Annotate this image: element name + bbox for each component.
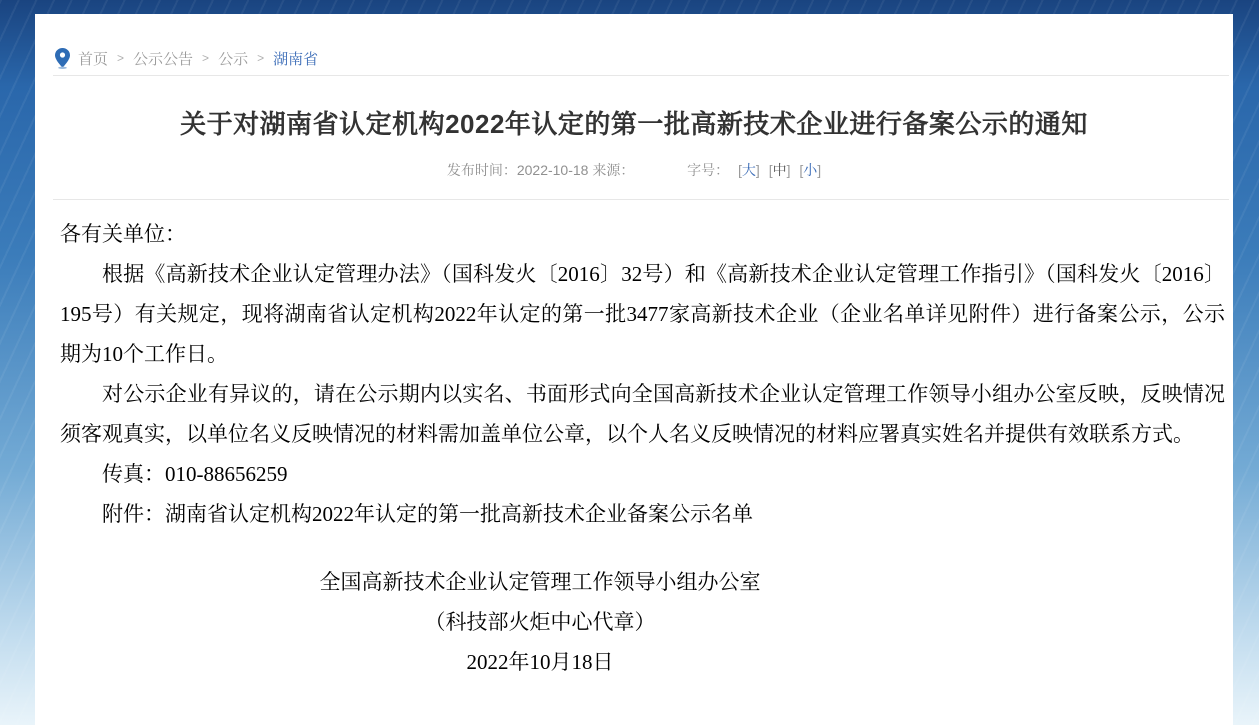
font-size-label: 字号： (687, 162, 730, 178)
breadcrumb-item-announcements[interactable]: 公示公告 (133, 50, 194, 68)
breadcrumb-separator: > (257, 51, 265, 65)
attachment-line[interactable]: 附件：湖南省认定机构2022年认定的第一批高新技术企业备案公示名单 (102, 502, 753, 526)
font-size-small-button[interactable] (799, 162, 821, 178)
breadcrumb-separator: > (117, 51, 125, 65)
signature-block (60, 562, 1020, 682)
font-size-medium-button[interactable] (769, 162, 791, 178)
signature-seal-note: （科技部火炬中心代章） (424, 610, 656, 634)
bracket: [ (799, 162, 804, 178)
breadcrumb (35, 14, 1233, 75)
page-title: 关于对湖南省认定机构2022年认定的第一批高新技术企业进行备案公示的通知 (180, 109, 1088, 139)
article-meta (35, 160, 1233, 180)
content-page (35, 14, 1233, 725)
bracket: ] (786, 162, 791, 178)
breadcrumb-divider (53, 75, 1229, 76)
fax-line: 传真：010-88656259 (102, 462, 288, 486)
signature-organization: 全国高新技术企业认定管理工作领导小组办公室 (319, 570, 761, 594)
source-label: 来源： (592, 162, 635, 178)
breadcrumb-separator: > (202, 51, 210, 65)
font-size-small-label: 小 (803, 162, 818, 178)
article-body (35, 200, 1233, 682)
body-paragraph: 对公示企业有异议的，请在公示期内以实名、书面形式向全国高新技术企业认定管理工作领导小组办公室反映，反映情况须客观真实，以单位名义反映情况的材料需加盖单位公章，以个人名义反映情况的材料应署真实姓名并提供有效联系方式。 (60, 382, 1225, 446)
signature-date: 2022年10月18日 (466, 650, 614, 674)
bracket: [ (738, 162, 742, 178)
bracket: ] (755, 162, 760, 178)
publish-time-value: 2022-10-18 (516, 162, 589, 178)
breadcrumb-item-home[interactable]: 首页 (78, 50, 109, 68)
salutation-line: 各有关单位： (60, 222, 186, 246)
body-paragraph: 根据《高新技术企业认定管理办法》（国科发火〔2016〕32号）和《高新技术企业认定管理工作指引》（国科发火〔2016〕195号）有关规定，现将湖南省认定机构2022年认定的第一批3477家高新技术企业（企业名单详见附件）进行备案公示，公示期为10个工作日。 (60, 262, 1225, 366)
font-size-large-label: 大 (741, 162, 756, 178)
location-pin-icon (55, 48, 70, 69)
font-size-large-button[interactable] (738, 162, 760, 178)
bracket: ] (817, 162, 822, 178)
publish-time-label: 发布时间： (446, 162, 517, 178)
bracket: [ (768, 162, 773, 178)
font-size-medium-label: 中 (772, 162, 787, 178)
breadcrumb-item-hunan[interactable]: 湖南省 (273, 50, 319, 68)
breadcrumb-item-publicity[interactable]: 公示 (218, 50, 249, 68)
